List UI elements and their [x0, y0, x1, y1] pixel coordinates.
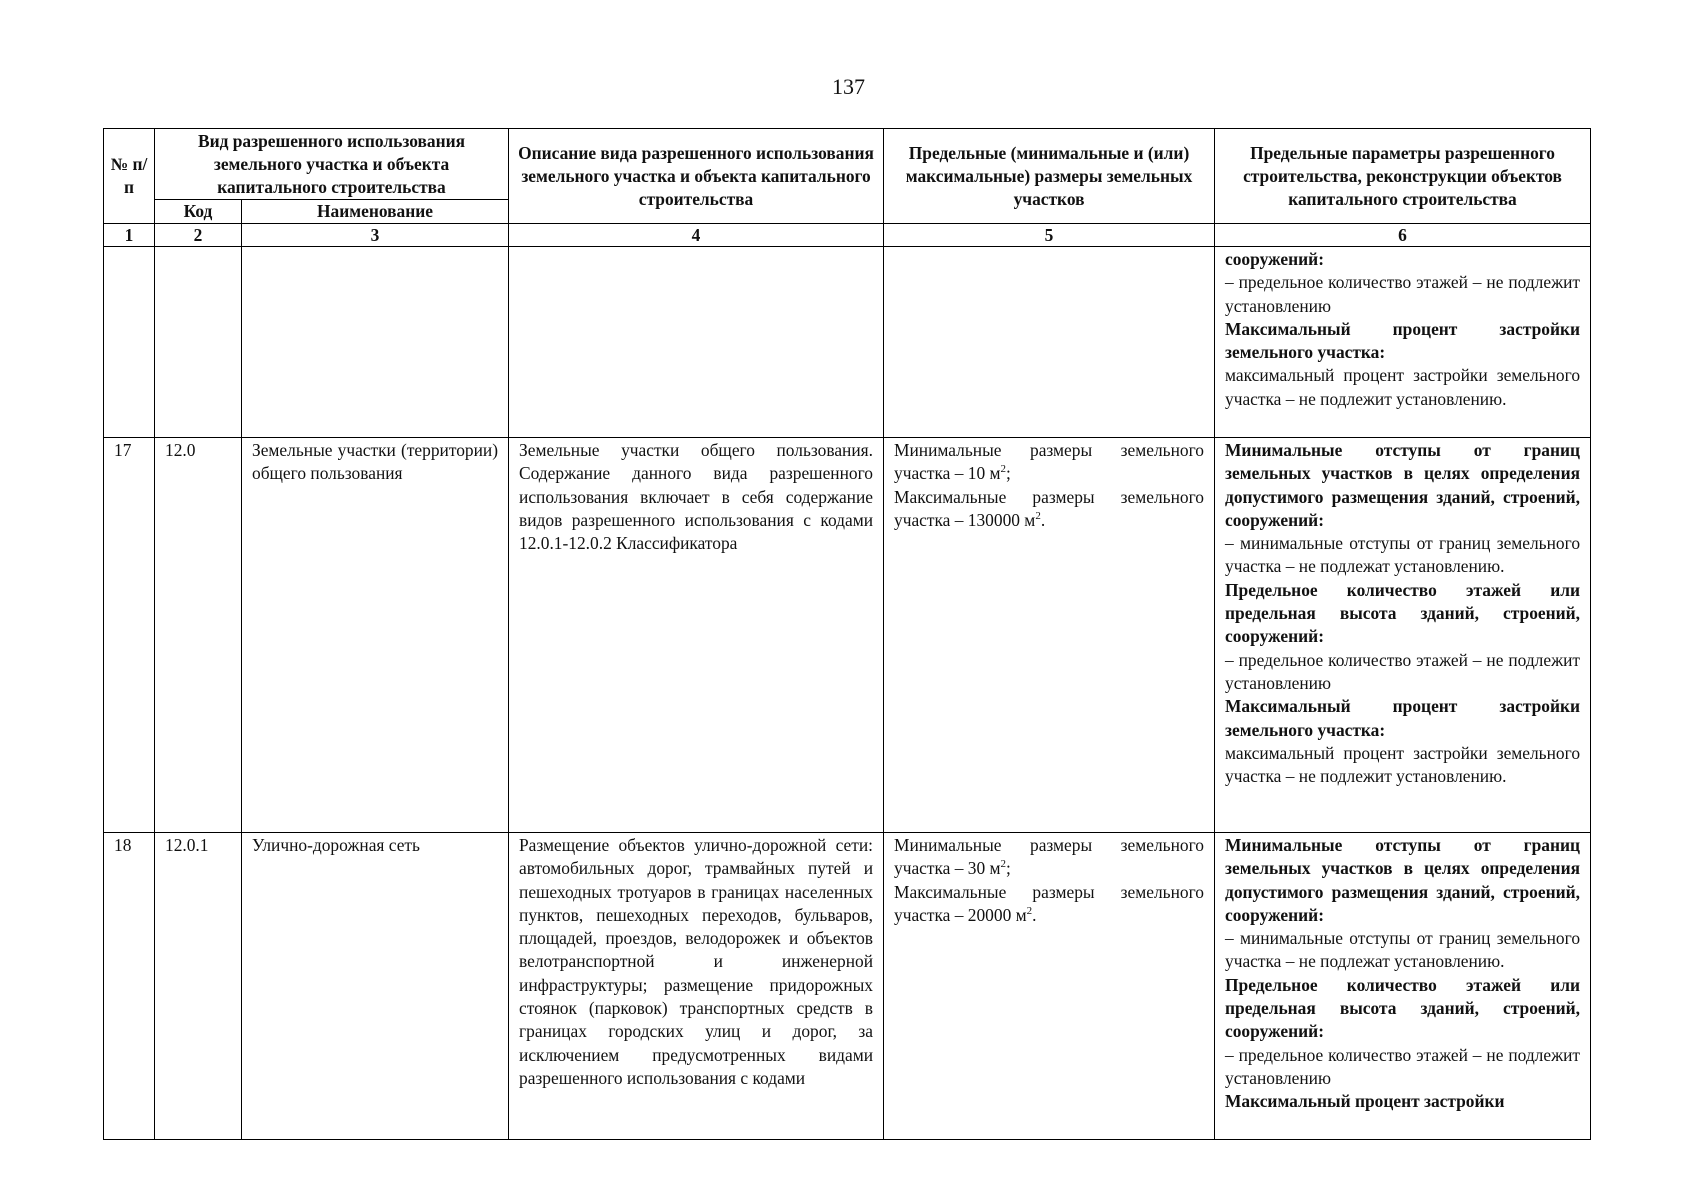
regulations-table [103, 128, 1591, 1140]
cell-sizes [884, 247, 1215, 438]
param-line: Предельное количество этажей или предельная высота зданий, строений, сооружений: [1225, 974, 1581, 1042]
header-type-group: Вид разрешенного использования земельного участка и объекта капитального строительства [155, 129, 509, 200]
header-num: № п/п [104, 129, 155, 224]
param-line: – предельное количество этажей – не подлежит установлению [1225, 1044, 1581, 1088]
header-name: Наименование [242, 200, 509, 224]
cell-code: 12.0.1 [155, 833, 242, 1140]
cell-code: 12.0 [155, 438, 242, 833]
sizes-min-end: ; [1006, 463, 1011, 484]
param-line: Минимальные отступы от границ земельных участков в целях определения допустимого размещения зданий, строений, сооружений: [1225, 835, 1581, 925]
sizes-max-sup: 2 [1035, 510, 1041, 523]
param-line: Максимальный процент застройки земельного участка: [1225, 696, 1581, 740]
cell-sizes [884, 833, 1215, 1140]
sizes-min: Минимальные размеры земельного участка – 10 м [894, 440, 1205, 484]
sizes-min-end: ; [1006, 858, 1011, 879]
column-number: 5 [884, 224, 1215, 247]
cell-params [1215, 438, 1591, 833]
column-number: 6 [1215, 224, 1591, 247]
header-description: Описание вида разрешенного использования земельного участка и объекта капитального строительства [509, 129, 884, 224]
cell-description: Земельные участки общего пользования. Содержание данного вида разрешенного использования включает в себя содержание видов разрешенного использования с кодами 12.0.1-12.0.2 Классификатора [509, 438, 884, 833]
sizes-max-end: . [1032, 904, 1037, 925]
sizes-min: Минимальные размеры земельного участка – 30 м [894, 835, 1205, 879]
page-number: 137 [832, 74, 865, 99]
param-line: максимальный процент застройки земельного участка – не подлежит установлению. [1225, 742, 1581, 787]
param-line: Максимальный процент застройки земельного участка: [1225, 318, 1581, 363]
header-sizes: Предельные (минимальные и (или) максимальные) размеры земельных участков [884, 129, 1215, 224]
cell-num: 17 [104, 438, 155, 833]
cell-name [242, 247, 509, 438]
header-params: Предельные параметры разрешенного строительства, реконструкции объектов капитального строительства [1215, 129, 1591, 224]
cell-name: Улично-дорожная сеть [242, 833, 509, 1140]
param-line: Предельное количество этажей или предельная высота зданий, строений, сооружений: [1225, 579, 1581, 647]
cell-num: 18 [104, 833, 155, 1140]
cell-code [155, 247, 242, 438]
cell-num [104, 247, 155, 438]
cell-description: Размещение объектов улично-дорожной сети: автомобильных дорог, трамвайных путей и пешеходных тротуаров в границах населенных пунктов, пешеходных переходов, бульваров, площадей, проездов, велодорожек и объектов велотранспортной и инженерной инфраструктуры; размещение придорожных стоянок (парковок) транспортных средств в границах городских улиц и дорог, за исключением предусмотренных видами разрешенного использования с кодами [509, 833, 884, 1140]
param-line: сооружений: [1225, 249, 1324, 269]
param-line: максимальный процент застройки земельного участка – не подлежит установлению. [1225, 365, 1581, 409]
column-numbers-row [104, 224, 1591, 247]
table-row [104, 438, 1591, 833]
cell-description [509, 247, 884, 438]
column-number: 1 [104, 224, 155, 247]
sizes-min-sup: 2 [1000, 858, 1007, 871]
column-number: 4 [509, 224, 884, 247]
header-code: Код [155, 200, 242, 224]
cell-params [1215, 833, 1591, 1140]
header-row [104, 129, 1591, 200]
param-line: Максимальный процент застройки [1225, 1091, 1505, 1112]
sizes-max: Максимальные размеры земельного участка – 20000 м [894, 881, 1205, 925]
sizes-max: Максимальные размеры земельного участка – 130000 м [894, 486, 1205, 530]
cell-sizes [884, 438, 1215, 833]
param-line: – предельное количество этажей – не подлежит установлению [1225, 649, 1581, 693]
sizes-min-sup: 2 [1000, 463, 1007, 476]
param-line: – минимальные отступы от границ земельного участка – не подлежат установлению. [1225, 533, 1581, 577]
column-number: 3 [242, 224, 509, 247]
sizes-max-end: . [1040, 509, 1046, 530]
table-row [104, 247, 1591, 438]
column-number: 2 [155, 224, 242, 247]
cell-params [1215, 247, 1591, 438]
param-line: – минимальные отступы от границ земельного участка – не подлежат установлению. [1225, 928, 1581, 972]
param-line: Минимальные отступы от границ земельных участков в целях определения допустимого размещения зданий, строений, сооружений: [1225, 440, 1581, 530]
sizes-max-sup: 2 [1026, 905, 1033, 918]
cell-name: Земельные участки (территории) общего пользования [242, 438, 509, 833]
table-row [104, 833, 1591, 1140]
param-line: – предельное количество этажей – не подлежит установлению [1225, 272, 1581, 316]
